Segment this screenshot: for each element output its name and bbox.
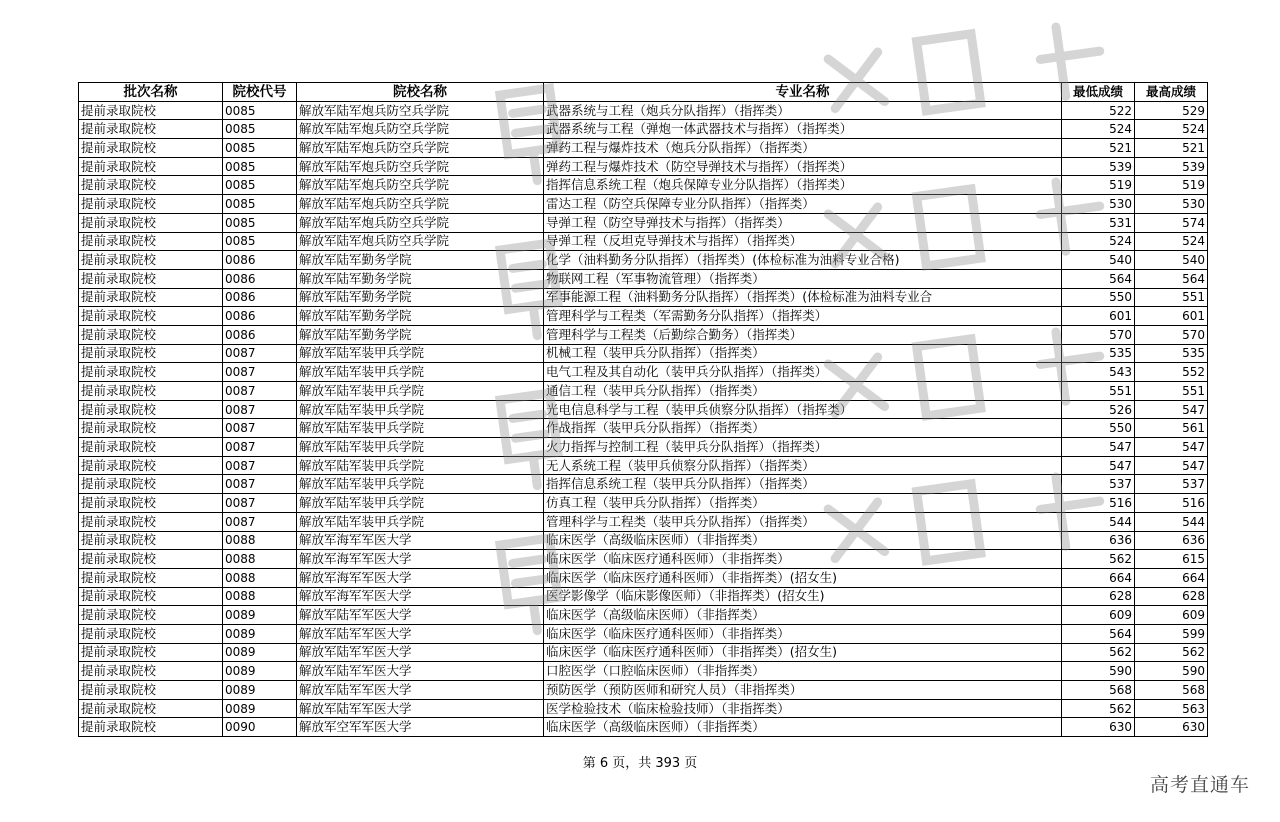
school-name-cell: 解放军陆军勤务学院 bbox=[297, 269, 544, 288]
max-score-cell: 521 bbox=[1135, 139, 1208, 158]
min-score-cell: 564 bbox=[1062, 624, 1135, 643]
school-code-cell: 0085 bbox=[223, 232, 297, 251]
min-score-cell: 609 bbox=[1062, 606, 1135, 625]
major-name-cell: 预防医学（预防医师和研究人员）（非指挥类） bbox=[544, 681, 1062, 700]
max-score-cell: 601 bbox=[1135, 307, 1208, 326]
school-code-cell: 0087 bbox=[223, 363, 297, 382]
batch-name-cell: 提前录取院校 bbox=[79, 662, 223, 681]
table-row bbox=[79, 101, 1208, 120]
school-name-cell: 解放军陆军装甲兵学院 bbox=[297, 494, 544, 513]
school-code-cell: 0086 bbox=[223, 325, 297, 344]
max-score-cell: 551 bbox=[1135, 288, 1208, 307]
min-score-cell: 519 bbox=[1062, 176, 1135, 195]
max-score-cell: 535 bbox=[1135, 344, 1208, 363]
max-score-cell: 530 bbox=[1135, 195, 1208, 214]
min-score-cell: 524 bbox=[1062, 232, 1135, 251]
school-code-cell: 0086 bbox=[223, 307, 297, 326]
school-code-cell: 0085 bbox=[223, 101, 297, 120]
school-code-cell: 0089 bbox=[223, 662, 297, 681]
school-name-cell: 解放军陆军勤务学院 bbox=[297, 288, 544, 307]
table-row bbox=[79, 251, 1208, 270]
school-code-cell: 0085 bbox=[223, 195, 297, 214]
min-score-cell: 562 bbox=[1062, 699, 1135, 718]
max-score-cell: 615 bbox=[1135, 550, 1208, 569]
table-row bbox=[79, 232, 1208, 251]
school-code-cell: 0087 bbox=[223, 419, 297, 438]
table-row bbox=[79, 587, 1208, 606]
max-score-cell: 537 bbox=[1135, 475, 1208, 494]
table-row bbox=[79, 288, 1208, 307]
table-row bbox=[79, 176, 1208, 195]
school-name-cell: 解放军陆军装甲兵学院 bbox=[297, 344, 544, 363]
school-name-cell: 解放军陆军勤务学院 bbox=[297, 325, 544, 344]
major-name-cell: 临床医学（临床医疗通科医师）（非指挥类）(招女生) bbox=[544, 568, 1062, 587]
max-score-cell: 547 bbox=[1135, 400, 1208, 419]
school-code-cell: 0089 bbox=[223, 699, 297, 718]
table-row bbox=[79, 344, 1208, 363]
major-name-cell: 管理科学与工程类（装甲兵分队指挥）（指挥类） bbox=[544, 512, 1062, 531]
max-score-cell: 524 bbox=[1135, 232, 1208, 251]
min-score-cell: 547 bbox=[1062, 456, 1135, 475]
school-code-cell: 0087 bbox=[223, 456, 297, 475]
header-min-score: 最低成绩 bbox=[1062, 83, 1135, 102]
max-score-cell: 574 bbox=[1135, 213, 1208, 232]
table-header-row bbox=[79, 83, 1208, 102]
brand-logo-text: 高考直通车 bbox=[1149, 774, 1250, 796]
min-score-cell: 562 bbox=[1062, 550, 1135, 569]
max-score-cell: 630 bbox=[1135, 718, 1208, 737]
min-score-cell: 568 bbox=[1062, 681, 1135, 700]
major-name-cell: 火力指挥与控制工程（装甲兵分队指挥）（指挥类） bbox=[544, 438, 1062, 457]
min-score-cell: 562 bbox=[1062, 643, 1135, 662]
max-score-cell: 568 bbox=[1135, 681, 1208, 700]
school-code-cell: 0088 bbox=[223, 587, 297, 606]
table-row bbox=[79, 568, 1208, 587]
school-name-cell: 解放军陆军军医大学 bbox=[297, 643, 544, 662]
min-score-cell: 590 bbox=[1062, 662, 1135, 681]
max-score-cell: 547 bbox=[1135, 438, 1208, 457]
school-name-cell: 解放军陆军勤务学院 bbox=[297, 307, 544, 326]
max-score-cell: 540 bbox=[1135, 251, 1208, 270]
school-name-cell: 解放军陆军炮兵防空兵学院 bbox=[297, 101, 544, 120]
table-row bbox=[79, 419, 1208, 438]
school-name-cell: 解放军陆军炮兵防空兵学院 bbox=[297, 195, 544, 214]
table-row bbox=[79, 494, 1208, 513]
min-score-cell: 601 bbox=[1062, 307, 1135, 326]
school-code-cell: 0085 bbox=[223, 120, 297, 139]
major-name-cell: 管理科学与工程类（后勤综合勤务）（指挥类） bbox=[544, 325, 1062, 344]
major-name-cell: 导弹工程（反坦克导弹技术与指挥）（指挥类） bbox=[544, 232, 1062, 251]
table-row bbox=[79, 531, 1208, 550]
min-score-cell: 564 bbox=[1062, 269, 1135, 288]
page-number: 第 6 页，共 393 页 bbox=[582, 756, 698, 771]
min-score-cell: 530 bbox=[1062, 195, 1135, 214]
major-name-cell: 临床医学（临床医疗通科医师）（非指挥类） bbox=[544, 550, 1062, 569]
school-code-cell: 0087 bbox=[223, 475, 297, 494]
school-code-cell: 0087 bbox=[223, 512, 297, 531]
max-score-cell: 561 bbox=[1135, 419, 1208, 438]
min-score-cell: 539 bbox=[1062, 157, 1135, 176]
batch-name-cell: 提前录取院校 bbox=[79, 400, 223, 419]
max-score-cell: 516 bbox=[1135, 494, 1208, 513]
min-score-cell: 630 bbox=[1062, 718, 1135, 737]
major-name-cell: 军事能源工程（油料勤务分队指挥）（指挥类）(体检标准为油料专业合 bbox=[544, 288, 1062, 307]
school-name-cell: 解放军陆军军医大学 bbox=[297, 662, 544, 681]
max-score-cell: 519 bbox=[1135, 176, 1208, 195]
min-score-cell: 524 bbox=[1062, 120, 1135, 139]
min-score-cell: 521 bbox=[1062, 139, 1135, 158]
min-score-cell: 526 bbox=[1062, 400, 1135, 419]
school-code-cell: 0089 bbox=[223, 624, 297, 643]
major-name-cell: 管理科学与工程类（军需勤务分队指挥）（指挥类） bbox=[544, 307, 1062, 326]
school-code-cell: 0089 bbox=[223, 681, 297, 700]
min-score-cell: 537 bbox=[1062, 475, 1135, 494]
major-name-cell: 导弹工程（防空导弹技术与指挥）（指挥类） bbox=[544, 213, 1062, 232]
table-row bbox=[79, 662, 1208, 681]
batch-name-cell: 提前录取院校 bbox=[79, 475, 223, 494]
major-name-cell: 电气工程及其自动化（装甲兵分队指挥）（指挥类） bbox=[544, 363, 1062, 382]
major-name-cell: 雷达工程（防空兵保障专业分队指挥）（指挥类） bbox=[544, 195, 1062, 214]
table-row bbox=[79, 139, 1208, 158]
table-row bbox=[79, 550, 1208, 569]
header-school-name: 院校名称 bbox=[297, 83, 544, 102]
batch-name-cell: 提前录取院校 bbox=[79, 643, 223, 662]
major-name-cell: 临床医学（临床医疗通科医师）（非指挥类）(招女生) bbox=[544, 643, 1062, 662]
min-score-cell: 636 bbox=[1062, 531, 1135, 550]
school-code-cell: 0089 bbox=[223, 643, 297, 662]
max-score-cell: 563 bbox=[1135, 699, 1208, 718]
school-code-cell: 0087 bbox=[223, 494, 297, 513]
major-name-cell: 指挥信息系统工程（装甲兵分队指挥）（指挥类） bbox=[544, 475, 1062, 494]
max-score-cell: 570 bbox=[1135, 325, 1208, 344]
table-row bbox=[79, 195, 1208, 214]
school-name-cell: 解放军陆军炮兵防空兵学院 bbox=[297, 139, 544, 158]
batch-name-cell: 提前录取院校 bbox=[79, 718, 223, 737]
max-score-cell: 609 bbox=[1135, 606, 1208, 625]
min-score-cell: 543 bbox=[1062, 363, 1135, 382]
max-score-cell: 551 bbox=[1135, 382, 1208, 401]
max-score-cell: 599 bbox=[1135, 624, 1208, 643]
school-name-cell: 解放军陆军炮兵防空兵学院 bbox=[297, 232, 544, 251]
batch-name-cell: 提前录取院校 bbox=[79, 195, 223, 214]
major-name-cell: 口腔医学（口腔临床医师）（非指挥类） bbox=[544, 662, 1062, 681]
table-row bbox=[79, 213, 1208, 232]
min-score-cell: 550 bbox=[1062, 288, 1135, 307]
school-code-cell: 0087 bbox=[223, 400, 297, 419]
batch-name-cell: 提前录取院校 bbox=[79, 494, 223, 513]
major-name-cell: 作战指挥（装甲兵分队指挥）（指挥类） bbox=[544, 419, 1062, 438]
batch-name-cell: 提前录取院校 bbox=[79, 568, 223, 587]
table-row bbox=[79, 269, 1208, 288]
batch-name-cell: 提前录取院校 bbox=[79, 456, 223, 475]
header-major-name: 专业名称 bbox=[544, 83, 1062, 102]
major-name-cell: 临床医学（高级临床医师）（非指挥类） bbox=[544, 718, 1062, 737]
major-name-cell: 化学（油料勤务分队指挥）（指挥类）(体检标准为油料专业合格) bbox=[544, 251, 1062, 270]
school-name-cell: 解放军陆军炮兵防空兵学院 bbox=[297, 120, 544, 139]
min-score-cell: 535 bbox=[1062, 344, 1135, 363]
header-max-score: 最高成绩 bbox=[1135, 83, 1208, 102]
header-batch-name: 批次名称 bbox=[79, 83, 223, 102]
school-name-cell: 解放军陆军炮兵防空兵学院 bbox=[297, 176, 544, 195]
max-score-cell: 564 bbox=[1135, 269, 1208, 288]
min-score-cell: 570 bbox=[1062, 325, 1135, 344]
school-code-cell: 0086 bbox=[223, 288, 297, 307]
school-name-cell: 解放军陆军装甲兵学院 bbox=[297, 438, 544, 457]
batch-name-cell: 提前录取院校 bbox=[79, 139, 223, 158]
school-code-cell: 0088 bbox=[223, 531, 297, 550]
batch-name-cell: 提前录取院校 bbox=[79, 681, 223, 700]
major-name-cell: 武器系统与工程（炮兵分队指挥）（指挥类） bbox=[544, 101, 1062, 120]
school-code-cell: 0088 bbox=[223, 568, 297, 587]
min-score-cell: 547 bbox=[1062, 438, 1135, 457]
batch-name-cell: 提前录取院校 bbox=[79, 382, 223, 401]
max-score-cell: 590 bbox=[1135, 662, 1208, 681]
school-name-cell: 解放军海军军医大学 bbox=[297, 568, 544, 587]
major-name-cell: 临床医学（高级临床医师）（非指挥类） bbox=[544, 606, 1062, 625]
max-score-cell: 529 bbox=[1135, 101, 1208, 120]
batch-name-cell: 提前录取院校 bbox=[79, 587, 223, 606]
max-score-cell: 562 bbox=[1135, 643, 1208, 662]
major-name-cell: 机械工程（装甲兵分队指挥）（指挥类） bbox=[544, 344, 1062, 363]
table-row bbox=[79, 512, 1208, 531]
min-score-cell: 540 bbox=[1062, 251, 1135, 270]
school-name-cell: 解放军海军军医大学 bbox=[297, 531, 544, 550]
school-name-cell: 解放军陆军装甲兵学院 bbox=[297, 419, 544, 438]
major-name-cell: 武器系统与工程（弹炮一体武器技术与指挥）（指挥类） bbox=[544, 120, 1062, 139]
min-score-cell: 551 bbox=[1062, 382, 1135, 401]
batch-name-cell: 提前录取院校 bbox=[79, 606, 223, 625]
table-row bbox=[79, 456, 1208, 475]
school-name-cell: 解放军陆军军医大学 bbox=[297, 624, 544, 643]
school-name-cell: 解放军陆军军医大学 bbox=[297, 699, 544, 718]
batch-name-cell: 提前录取院校 bbox=[79, 269, 223, 288]
major-name-cell: 仿真工程（装甲兵分队指挥）（指挥类） bbox=[544, 494, 1062, 513]
major-name-cell: 光电信息科学与工程（装甲兵侦察分队指挥）（指挥类） bbox=[544, 400, 1062, 419]
max-score-cell: 664 bbox=[1135, 568, 1208, 587]
min-score-cell: 516 bbox=[1062, 494, 1135, 513]
school-name-cell: 解放军陆军军医大学 bbox=[297, 681, 544, 700]
school-code-cell: 0089 bbox=[223, 606, 297, 625]
school-code-cell: 0087 bbox=[223, 344, 297, 363]
major-name-cell: 弹药工程与爆炸技术（炮兵分队指挥）（指挥类） bbox=[544, 139, 1062, 158]
school-name-cell: 解放军空军军医大学 bbox=[297, 718, 544, 737]
max-score-cell: 547 bbox=[1135, 456, 1208, 475]
school-name-cell: 解放军陆军装甲兵学院 bbox=[297, 475, 544, 494]
table-row bbox=[79, 363, 1208, 382]
major-name-cell: 临床医学（临床医疗通科医师）（非指挥类） bbox=[544, 624, 1062, 643]
min-score-cell: 544 bbox=[1062, 512, 1135, 531]
table-row bbox=[79, 681, 1208, 700]
table-row bbox=[79, 325, 1208, 344]
table-row bbox=[79, 438, 1208, 457]
school-name-cell: 解放军陆军装甲兵学院 bbox=[297, 512, 544, 531]
table-row bbox=[79, 307, 1208, 326]
batch-name-cell: 提前录取院校 bbox=[79, 438, 223, 457]
max-score-cell: 539 bbox=[1135, 157, 1208, 176]
table-row bbox=[79, 606, 1208, 625]
school-code-cell: 0086 bbox=[223, 251, 297, 270]
batch-name-cell: 提前录取院校 bbox=[79, 363, 223, 382]
school-name-cell: 解放军海军军医大学 bbox=[297, 587, 544, 606]
batch-name-cell: 提前录取院校 bbox=[79, 232, 223, 251]
batch-name-cell: 提前录取院校 bbox=[79, 512, 223, 531]
school-code-cell: 0087 bbox=[223, 438, 297, 457]
max-score-cell: 524 bbox=[1135, 120, 1208, 139]
batch-name-cell: 提前录取院校 bbox=[79, 157, 223, 176]
school-name-cell: 解放军陆军装甲兵学院 bbox=[297, 382, 544, 401]
major-name-cell: 通信工程（装甲兵分队指挥）（指挥类） bbox=[544, 382, 1062, 401]
school-name-cell: 解放军陆军炮兵防空兵学院 bbox=[297, 157, 544, 176]
batch-name-cell: 提前录取院校 bbox=[79, 531, 223, 550]
batch-name-cell: 提前录取院校 bbox=[79, 699, 223, 718]
school-name-cell: 解放军陆军装甲兵学院 bbox=[297, 363, 544, 382]
table-row bbox=[79, 624, 1208, 643]
batch-name-cell: 提前录取院校 bbox=[79, 344, 223, 363]
batch-name-cell: 提前录取院校 bbox=[79, 419, 223, 438]
header-school-code: 院校代号 bbox=[223, 83, 297, 102]
school-name-cell: 解放军海军军医大学 bbox=[297, 550, 544, 569]
school-code-cell: 0085 bbox=[223, 139, 297, 158]
school-code-cell: 0085 bbox=[223, 157, 297, 176]
major-name-cell: 无人系统工程（装甲兵侦察分队指挥）（指挥类） bbox=[544, 456, 1062, 475]
major-name-cell: 指挥信息系统工程（炮兵保障专业分队指挥）（指挥类） bbox=[544, 176, 1062, 195]
batch-name-cell: 提前录取院校 bbox=[79, 288, 223, 307]
major-name-cell: 医学影像学（临床影像医师）（非指挥类）(招女生) bbox=[544, 587, 1062, 606]
school-code-cell: 0087 bbox=[223, 382, 297, 401]
min-score-cell: 522 bbox=[1062, 101, 1135, 120]
school-code-cell: 0088 bbox=[223, 550, 297, 569]
batch-name-cell: 提前录取院校 bbox=[79, 101, 223, 120]
batch-name-cell: 提前录取院校 bbox=[79, 325, 223, 344]
table-row bbox=[79, 120, 1208, 139]
table-row bbox=[79, 400, 1208, 419]
batch-name-cell: 提前录取院校 bbox=[79, 251, 223, 270]
table-row bbox=[79, 643, 1208, 662]
min-score-cell: 664 bbox=[1062, 568, 1135, 587]
school-name-cell: 解放军陆军装甲兵学院 bbox=[297, 456, 544, 475]
min-score-cell: 628 bbox=[1062, 587, 1135, 606]
batch-name-cell: 提前录取院校 bbox=[79, 120, 223, 139]
batch-name-cell: 提前录取院校 bbox=[79, 550, 223, 569]
table-row bbox=[79, 157, 1208, 176]
major-name-cell: 医学检验技术（临床检验技师）（非指挥类） bbox=[544, 699, 1062, 718]
major-name-cell: 物联网工程（军事物流管理）（指挥类） bbox=[544, 269, 1062, 288]
batch-name-cell: 提前录取院校 bbox=[79, 307, 223, 326]
max-score-cell: 544 bbox=[1135, 512, 1208, 531]
table-row bbox=[79, 475, 1208, 494]
school-code-cell: 0085 bbox=[223, 213, 297, 232]
school-code-cell: 0085 bbox=[223, 176, 297, 195]
school-name-cell: 解放军陆军勤务学院 bbox=[297, 251, 544, 270]
batch-name-cell: 提前录取院校 bbox=[79, 176, 223, 195]
table-row bbox=[79, 699, 1208, 718]
min-score-cell: 550 bbox=[1062, 419, 1135, 438]
school-name-cell: 解放军陆军装甲兵学院 bbox=[297, 400, 544, 419]
max-score-cell: 552 bbox=[1135, 363, 1208, 382]
max-score-cell: 636 bbox=[1135, 531, 1208, 550]
major-name-cell: 临床医学（高级临床医师）（非指挥类） bbox=[544, 531, 1062, 550]
min-score-cell: 531 bbox=[1062, 213, 1135, 232]
school-name-cell: 解放军陆军军医大学 bbox=[297, 606, 544, 625]
batch-name-cell: 提前录取院校 bbox=[79, 624, 223, 643]
admission-score-sheet bbox=[78, 82, 1207, 737]
school-code-cell: 0090 bbox=[223, 718, 297, 737]
max-score-cell: 628 bbox=[1135, 587, 1208, 606]
major-name-cell: 弹药工程与爆炸技术（防空导弹技术与指挥）（指挥类） bbox=[544, 157, 1062, 176]
score-table bbox=[78, 82, 1208, 737]
school-name-cell: 解放军陆军炮兵防空兵学院 bbox=[297, 213, 544, 232]
table-row bbox=[79, 382, 1208, 401]
school-code-cell: 0086 bbox=[223, 269, 297, 288]
batch-name-cell: 提前录取院校 bbox=[79, 213, 223, 232]
table-row bbox=[79, 718, 1208, 737]
table-body bbox=[79, 101, 1208, 736]
